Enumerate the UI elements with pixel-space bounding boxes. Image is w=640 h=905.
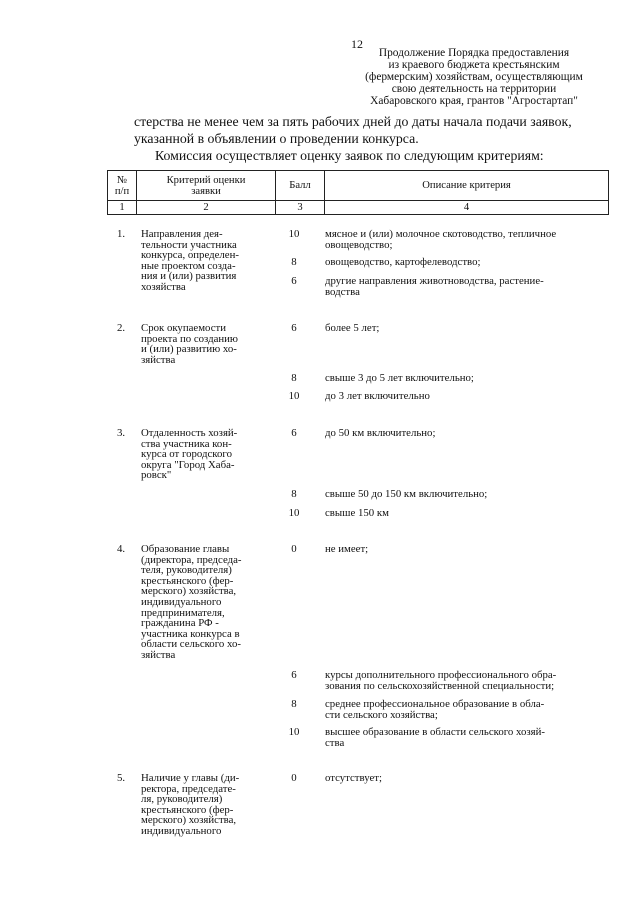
criterion-number: 3. [117,427,126,439]
header-cell-description: Описание критерия [325,171,609,201]
option-description: не имеет; [325,543,369,555]
criterion-name: Наличие у главы (ди- ректора, председате- ля, руководителя) крестьянского (фер- мерского) хозяйства, индивидуального [141,772,240,837]
option-score: 8 [291,256,297,268]
criterion-number: 2. [117,322,126,334]
criterion-name: Отдаленность хозяй- ства участника кон- курса от городского округа "Город Хаба- ровск" [141,427,238,482]
body-paragraph-line: указанной в объявлении о проведении конкурса. [134,131,419,146]
option-description: среднее профессиональное образование в обла- сти сельского хозяйства; [325,698,545,721]
option-score: 0 [291,772,297,784]
option-score: 10 [288,228,300,240]
option-score: 6 [291,669,297,681]
option-description: мясное и (или) молочное скотоводство, тепличное овощеводство; [325,228,557,251]
option-score: 6 [291,322,297,334]
option-score: 0 [291,543,297,555]
page-number: 12 [351,37,363,51]
header-line: Хабаровского края, грантов "Агростартап" [370,95,578,107]
criterion-number: 5. [117,772,126,784]
option-score: 8 [291,488,297,500]
option-score: 6 [291,275,297,287]
column-number: 3 [276,201,325,215]
header-line: Продолжение Порядка предоставления [378,47,570,59]
column-number: 4 [325,201,609,215]
column-number: 1 [108,201,137,215]
criterion-number: 4. [117,543,126,555]
option-score: 10 [288,507,300,519]
option-description: курсы дополнительного профессионального обра- зования по сельскохозяйственной специальности; [325,669,557,692]
option-description: другие направления животноводства, растение- водства [325,275,544,298]
header-cell-number: № п/п [108,171,137,201]
criterion-name: Образование главы (директора, председа- теля, руководителя) крестьянского (фер- мерского) хозяйства, индивидуального предпринимателя, гражданина РФ - участника конкурса в области сельского хо- зяйства [141,543,242,661]
criterion-name: Направления дея- тельности участника конкурса, определен- ные проектом созда- ния и (или) развития хозяйства [141,228,239,293]
table-header-row [108,171,609,201]
option-description: более 5 лет; [325,322,380,334]
option-score: 10 [288,726,300,738]
document-header [336,47,612,107]
option-description: отсутствует; [325,772,383,784]
option-score: 10 [288,390,300,402]
criteria-table-header [107,170,609,215]
body-paragraph-line: стерства не менее чем за пять рабочих дней до даты начала подачи заявок, [134,114,572,129]
header-line: (фермерским) хозяйствам, осуществляющим [365,71,583,83]
option-description: высшее образование в области сельского хозяй- ства [325,726,545,749]
option-score: 6 [291,427,297,439]
header-cell-criterion: Критерий оценки заявки [137,171,276,201]
header-line: свою деятельность на территории [391,83,557,95]
body-paragraph-line: Комиссия осуществляет оценку заявок по следующим критериям: [155,148,544,163]
option-description: овощеводство, картофелеводство; [325,256,481,268]
option-description: свыше 150 км [325,507,389,519]
option-description: свыше 50 до 150 км включительно; [325,488,488,500]
criterion-number: 1. [117,228,126,240]
table-column-number-row [108,201,609,215]
option-description: свыше 3 до 5 лет включительно; [325,372,474,384]
header-cell-score: Балл [276,171,325,201]
column-number: 2 [137,201,276,215]
header-line: из краевого бюджета крестьянским [388,59,560,71]
option-score: 8 [291,372,297,384]
option-description: до 3 лет включительно [325,390,430,402]
option-score: 8 [291,698,297,710]
option-description: до 50 км включительно; [325,427,436,439]
criterion-name: Срок окупаемости проекта по созданию и (или) развитию хо- зяйства [141,322,238,366]
